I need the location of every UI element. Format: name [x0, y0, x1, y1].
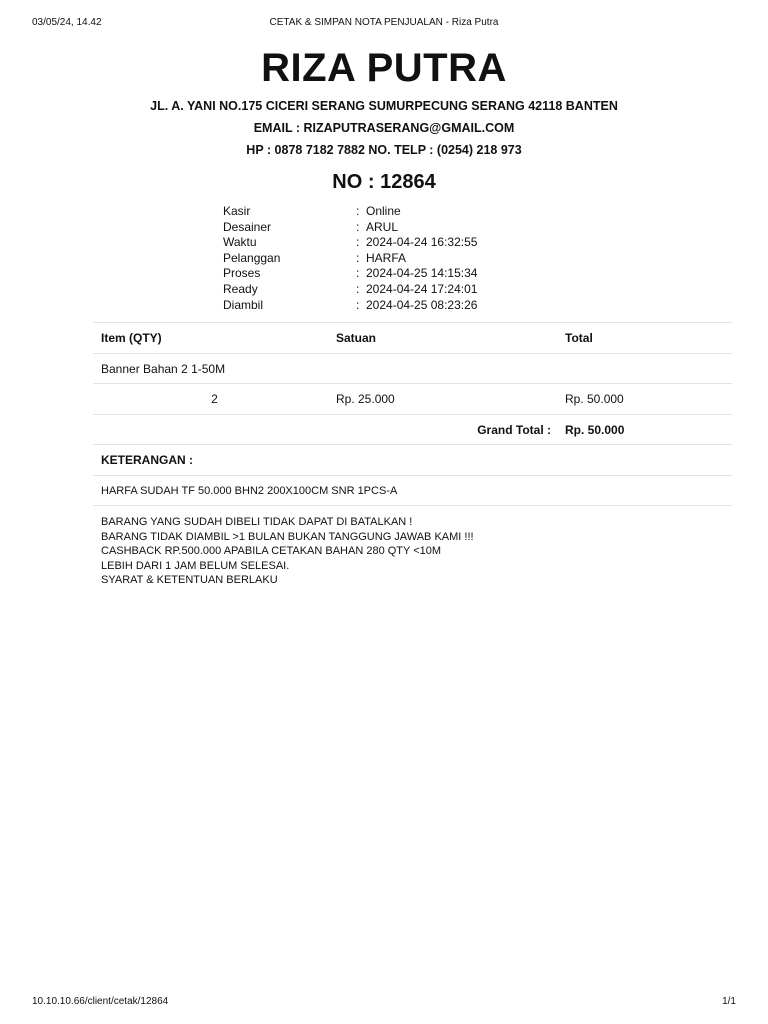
- item-unit-price: Rp. 25.000: [336, 392, 395, 406]
- detail-separator: :: [356, 297, 360, 312]
- detail-value: 2024-04-25 14:15:34: [366, 266, 478, 281]
- detail-label: Diambil: [223, 297, 264, 312]
- terms-row: [93, 505, 732, 586]
- detail-value: 2024-04-25 08:23:26: [366, 297, 478, 312]
- notes-label: KETERANGAN :: [101, 453, 193, 467]
- items-table: [93, 322, 732, 586]
- company-name: RIZA PUTRA: [261, 46, 507, 90]
- detail-row-desainer: [223, 220, 543, 236]
- item-detail-row: [93, 383, 732, 414]
- print-datetime: 03/05/24, 14.42: [32, 17, 102, 28]
- detail-label: Waktu: [223, 235, 257, 250]
- detail-label: Pelanggan: [223, 250, 281, 265]
- header-unit-price: Satuan: [336, 331, 377, 345]
- invoice-details: [223, 204, 543, 313]
- notes-value-row: [93, 475, 732, 506]
- item-qty: 2: [211, 392, 218, 406]
- print-url: 10.10.10.66/client/cetak/12864: [32, 996, 169, 1007]
- detail-value: 2024-04-24 17:24:01: [366, 281, 478, 296]
- header-item-qty: Item (QTY): [101, 331, 162, 345]
- detail-separator: :: [356, 219, 360, 234]
- detail-separator: :: [356, 235, 360, 250]
- print-header: [32, 17, 736, 31]
- terms-line: LEBIH DARI 1 JAM BELUM SELESAI.: [101, 559, 290, 572]
- grand-total-label: Grand Total :: [477, 422, 551, 437]
- print-page-title: CETAK & SIMPAN NOTA PENJUALAN - Riza Putra: [269, 17, 499, 28]
- item-total: Rp. 50.000: [565, 392, 624, 406]
- detail-separator: :: [356, 250, 360, 265]
- terms-line: SYARAT & KETENTUAN BERLAKU: [101, 574, 278, 586]
- detail-value: ARUL: [366, 219, 399, 234]
- terms-line: CASHBACK RP.500.000 APABILA CETAKAN BAHAN 280 QTY <10M: [101, 545, 442, 557]
- terms-line: BARANG TIDAK DIAMBIL >1 BULAN BUKAN TANGGUNG JAWAB KAMI !!!: [101, 530, 474, 543]
- detail-value: 2024-04-24 16:32:55: [366, 235, 478, 250]
- detail-value: HARFA: [366, 250, 407, 265]
- grand-total-value: Rp. 50.000: [565, 422, 625, 437]
- detail-value: Online: [366, 204, 401, 218]
- item-name-row: [93, 353, 732, 384]
- item-name: Banner Bahan 2 1-50M: [101, 361, 226, 376]
- terms-line: BARANG YANG SUDAH DIBELI TIDAK DAPAT DI BATALKAN !: [101, 516, 413, 528]
- detail-label: Desainer: [223, 219, 272, 234]
- company-phone: HP : 0878 7182 7882 NO. TELP : (0254) 218 973: [246, 143, 522, 157]
- detail-row-diambil: [223, 298, 543, 314]
- company-email: EMAIL : RIZAPUTRASERANG@GMAIL.COM: [253, 121, 515, 135]
- detail-row-pelanggan: [223, 251, 543, 267]
- invoice-number: NO : 12864: [332, 171, 436, 193]
- grand-total-row: [93, 414, 732, 445]
- detail-label: Kasir: [223, 204, 251, 218]
- company-address: JL. A. YANI NO.175 CICERI SERANG SUMURPECUNG SERANG 42118 BANTEN: [150, 99, 618, 113]
- detail-row-ready: [223, 282, 543, 298]
- print-footer: [32, 996, 736, 1010]
- detail-label: Proses: [223, 266, 261, 281]
- table-header-row: [93, 322, 732, 353]
- terms-list: [101, 515, 474, 588]
- detail-row-proses: [223, 266, 543, 282]
- notes-label-row: [93, 444, 732, 475]
- detail-row-kasir: [223, 204, 543, 220]
- header-total: Total: [565, 331, 593, 345]
- detail-separator: :: [356, 281, 360, 296]
- detail-separator: :: [356, 204, 360, 218]
- detail-label: Ready: [223, 281, 258, 296]
- notes-value: HARFA SUDAH TF 50.000 BHN2 200X100CM SNR 1PCS-A: [101, 484, 398, 497]
- detail-row-waktu: [223, 235, 543, 251]
- print-page-number: 1/1: [722, 996, 736, 1007]
- detail-separator: :: [356, 266, 360, 281]
